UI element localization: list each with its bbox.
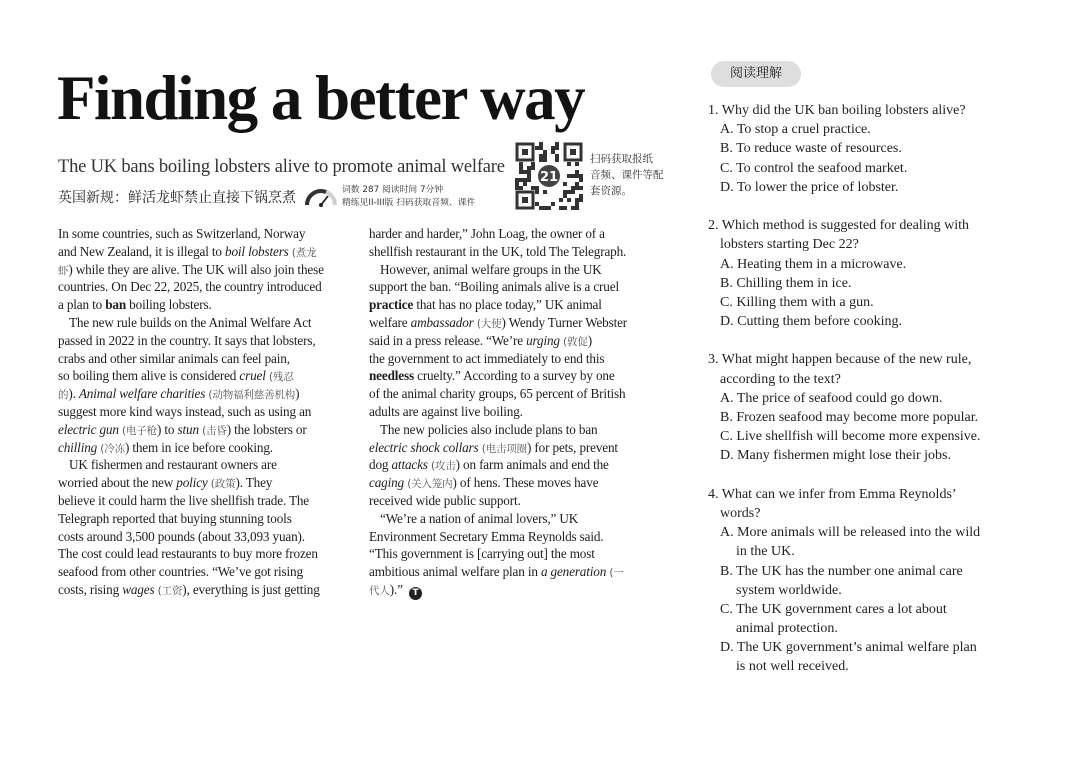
article-line [58,350,324,368]
answer-option[interactable] [708,600,981,638]
qr-module [579,186,583,190]
glossed-term: attacks [391,457,428,473]
article-line [369,421,627,439]
qr-module [539,158,543,162]
qr-module [523,178,527,182]
question-2 [708,216,981,331]
answer-option[interactable] [708,446,981,465]
glossed-term: Animal welfare charities [78,386,206,402]
qr-module [571,174,575,178]
text-run: and New Zealand, it is illegal to [58,243,226,259]
text-run: suggest more kind ways instead, such as using an [58,403,312,419]
text-run: ambitious animal welfare plan in [369,564,541,580]
scan-hint-line: 音频、课件等配 [590,169,664,181]
qr-module [551,202,555,206]
text-run: UK fishermen and restaurant owners are [69,457,277,473]
glossed-term: cruel [239,368,266,384]
answer-option-text: is not well received. [736,659,849,675]
article-line [369,278,627,296]
question-stem: 4. What can we infer from Emma Reynolds’ [708,486,957,502]
answer-option[interactable] [708,312,981,331]
question-4 [708,485,981,677]
article-line [369,439,627,457]
qr-module [567,174,571,178]
text-run: boiling lobsters. [126,297,212,313]
chinese-gloss: (大使 [473,317,502,330]
article-line [369,261,627,279]
qr-logo-label: 21 [539,170,559,185]
article-line [369,243,627,261]
article-column-right [369,225,627,599]
text-run: shellfish restaurant in the UK, told The Telegraph. [369,243,627,259]
article-line [58,296,324,314]
chinese-gloss: 的 [58,389,69,402]
qr-module [575,182,579,186]
chinese-gloss: (一 [606,567,624,580]
meta-resources: 精练见II-III版 扫码获取音频、课件 [342,198,476,208]
text-run: welfare [369,314,411,330]
answer-option[interactable] [708,159,981,178]
article-line [58,439,324,457]
text-run: seafood from other countries. “We’ve got rising [58,564,303,580]
answer-option[interactable] [708,638,981,676]
text-run: the government to act immediately to end this [369,350,605,366]
question-stem: according to the text? [720,371,841,387]
article-column-left [58,225,324,599]
qr-module [519,166,523,170]
question-spacer [708,466,981,485]
answer-option-text: D. Many fishermen might lose their jobs. [720,448,951,464]
qr-module [527,170,531,174]
article-line [58,581,324,599]
qr-module [571,190,575,194]
qr-module [555,158,559,162]
chinese-gloss: (政策 [207,478,236,491]
article-line [58,563,324,581]
chinese-gloss: (残忍 [265,371,294,384]
qr-module [523,170,527,174]
question-stem: 2. Which method is suggested for dealing with [708,218,970,234]
answer-option-text: B. Frozen seafood may become more popular. [720,410,979,425]
glossed-term: stun [177,421,199,437]
article-line [369,314,627,332]
qr-module [543,150,547,154]
glossed-term: policy [176,475,208,491]
text-run: The new rule builds on the Animal Welfare Act [69,314,312,330]
text-run: ).” [389,581,406,597]
qr-module [527,174,531,178]
qr-module [543,190,547,194]
qr-module [575,174,579,178]
answer-option-text: B. Chilling them in ice. [720,275,852,291]
answer-option-text: D. The UK government’s animal welfare plan [720,640,977,656]
question-list [708,101,981,677]
qr-module [535,190,539,194]
answer-option-text: animal protection. [736,621,838,637]
article-line [369,492,627,510]
glossed-term: electric shock collars [369,439,479,455]
qr-module [571,186,575,190]
qr-module [571,206,575,210]
glossed-term: boil lobsters [225,243,289,259]
article-line [58,474,324,492]
question-1 [708,101,981,197]
qr-module [547,206,551,210]
chinese-gloss: (电子枪 [118,424,158,437]
text-run: Telegraph reported that buying stunning tools [58,510,292,526]
answer-option-text: C. To control the seafood market. [720,160,908,176]
article-line [58,456,324,474]
article-line [58,403,324,421]
question-spacer [708,197,981,216]
article-line [369,474,627,492]
answer-option-text: D. To lower the price of lobster. [720,179,899,195]
article-line [58,243,324,261]
chinese-gloss: (煮龙 [288,246,317,259]
text-run: support the ban. “Boiling animals alive is a cruel [369,279,619,295]
question-stem: lobsters starting Dec 22? [720,237,859,253]
answer-option[interactable] [708,255,981,274]
qr-module [579,174,583,178]
text-run: “We’re a nation of animal lovers,” UK [380,510,579,526]
article-line [58,545,324,563]
answer-option[interactable] [708,408,981,427]
qr-module [567,190,571,194]
text-run: ) them in ice before cooking. [124,439,273,455]
qr-code[interactable] [515,142,583,210]
qr-module [555,154,559,158]
answer-option-text: C. Killing them with a gun. [720,294,874,310]
qr-module [535,186,539,190]
text-run: received wide public support. [369,492,521,508]
article-line [369,545,627,563]
qr-module [527,166,531,170]
qr-module [563,182,567,186]
qr-module [519,170,523,174]
text-run: cruelty.” According to a survey by one [413,368,615,384]
article-line [58,278,324,296]
end-mark-icon: T [409,587,422,600]
article-title: Finding a better way [57,63,585,133]
article-line [369,528,627,546]
answer-option-text: B. To reduce waste of resources. [720,141,902,157]
section-badge: 阅读理解 [711,61,801,87]
chinese-gloss: (电击项圈 [478,442,528,455]
text-run: ) on farm animals and end the [455,457,609,473]
text-run: The cost could lead restaurants to buy more frozen [58,546,318,562]
glossed-term: electric gun [58,421,119,437]
qr-module [519,186,523,190]
answer-option[interactable] [708,389,981,408]
qr-module [579,178,583,182]
qr-module [575,198,579,202]
answer-option-text: B. The UK has the number one animal care [720,563,963,579]
answer-option-text: A. More animals will be released into the wild [720,525,981,541]
article-line [369,225,627,243]
question-stem: 3. What might happen because of the new rule, [708,352,972,368]
qr-module [527,178,531,182]
text-run: ) of hens. These moves have [452,475,599,491]
text-run: worried about the new [58,475,177,491]
chinese-gloss: 虾 [58,264,69,277]
chinese-gloss: (冷冻 [97,442,125,455]
question-stem: 1. Why did the UK ban boiling lobsters alive? [708,103,966,118]
article-line [369,403,627,421]
qr-module [539,206,543,210]
text-run: costs around 3,500 pounds (about 33,093 yuan). [58,528,305,544]
article-line [369,296,627,314]
article-line [369,367,627,385]
qr-module [515,186,519,190]
question-stem: words? [720,505,761,521]
article-line [58,492,324,510]
article-line [58,314,324,332]
text-run: “This government is [carrying out] the most [369,546,595,562]
glossed-term: ambassador [410,314,474,330]
text-run: Environment Secretary Emma Reynolds said. [369,528,604,544]
qr-module [539,146,543,150]
text-run: ). [68,386,79,402]
answer-option-text: C. The UK government cares a lot about [720,601,947,617]
text-run: ), everything is just getting [182,581,320,597]
text-run: harder and harder,” John Loag, the owner of a [369,226,605,241]
keyword: needless [369,368,414,384]
glossed-term: chilling [58,439,98,455]
article-subtitle: The UK bans boiling lobsters alive to promote animal welfare [58,157,505,177]
glossed-term: a generation [540,564,607,580]
answer-option-text: D. Cutting them before cooking. [720,314,902,330]
article-line [369,332,627,350]
text-run: ) [295,386,300,402]
qr-module [515,182,519,186]
chinese-gloss: 代人 [369,584,390,597]
answer-option-text: A. Heating them in a microwave. [720,256,907,272]
qr-module [531,186,535,190]
text-run: ) the lobsters or [226,421,307,437]
text-run: believe it could harm the live shellfish trade. The [58,492,310,508]
qr-module [535,146,539,150]
qr-module [563,206,567,210]
question-spacer [708,331,981,350]
glossed-term: wages [122,581,155,597]
qr-module [559,206,563,210]
qr-module [543,158,547,162]
text-run: costs, rising [58,581,123,597]
difficulty-gauge-icon [304,186,338,208]
article-line [369,385,627,403]
text-run: ) to [157,421,178,437]
chinese-gloss: (动物福利慈善机构 [205,389,296,402]
text-run: adults are against live boiling. [369,403,523,419]
article-line [58,510,324,528]
scan-hint-line: 扫码获取报纸 [590,153,653,165]
qr-code-icon [515,142,583,210]
glossed-term: urging [526,332,560,348]
qr-module [579,198,583,202]
article-line [58,421,324,439]
qr-module [539,142,543,146]
text-run: so boiling them alive is considered [58,368,240,384]
article-line [369,510,627,528]
meta-word-count: 词数 287 阅读时间 7分钟 [342,185,444,195]
text-run: countries. On Dec 22, 2025, the country introduced [58,279,322,295]
text-run: dog [369,457,392,473]
answer-option[interactable] [708,120,981,139]
article-line [58,385,324,403]
chinese-gloss: (工资 [154,584,183,597]
qr-module [523,182,527,186]
answer-option[interactable] [708,293,981,312]
qr-module [555,142,559,146]
qr-module [543,154,547,158]
answer-option[interactable] [708,523,981,561]
article-line [369,456,627,474]
qr-module [575,206,579,210]
text-run: a plan to [58,297,106,313]
chinese-gloss: (敦促 [559,335,588,348]
chinese-title: 英国新规：鲜活龙虾禁止直接下锅烹煮 [58,190,296,206]
answer-option-text: system worldwide. [736,582,842,598]
qr-module [559,198,563,202]
qr-module [531,166,535,170]
question-3 [708,350,981,465]
qr-module [535,202,539,206]
answer-option[interactable] [708,178,981,197]
scan-hint-line: 套资源。 [590,185,632,197]
article-line [58,332,324,350]
qr-module [519,178,523,182]
qr-module [563,190,567,194]
qr-module [555,146,559,150]
qr-module [563,194,567,198]
text-run: of the animal charity groups, 65 percent of British [369,386,626,402]
text-run: said in a press release. “We’re [369,332,527,348]
answer-option-text: A. To stop a cruel practice. [720,122,871,138]
answer-option-text: A. The price of seafood could go down. [720,390,943,406]
article-line [369,581,627,599]
qr-module [551,150,555,154]
qr-module [519,162,523,166]
chinese-gloss: (击昏 [198,424,227,437]
text-run: However, animal welfare groups in the UK [380,261,602,277]
text-run: passed in 2022 in the country. It says that lobsters, [58,332,316,348]
text-run: that has no place today,” UK animal [413,297,602,313]
answer-option[interactable] [708,427,981,446]
qr-module [567,198,571,202]
qr-module [551,146,555,150]
qr-module [531,162,535,166]
article-line [58,261,324,279]
qr-module [575,202,579,206]
chinese-gloss: (攻击 [427,460,456,473]
keyword: ban [105,297,127,313]
reading-meta [342,184,475,210]
qr-module [515,178,519,182]
qr-module [579,194,583,198]
article-line [369,350,627,368]
answer-option[interactable] [708,139,981,158]
scan-hint [590,151,664,199]
answer-option[interactable] [708,274,981,293]
article-line [58,225,324,243]
answer-option[interactable] [708,562,981,600]
text-run: ). They [235,475,273,491]
glossed-term: caging [369,475,404,491]
keyword: practice [369,297,414,313]
qr-module [575,162,579,166]
qr-module [539,154,543,158]
text-run: The new policies also include plans to ban [380,421,598,437]
qr-module [543,206,547,210]
qr-module [575,186,579,190]
text-run: crabs and other similar animals can feel pain, [58,350,290,366]
chinese-gloss: (关入笼内 [404,478,453,491]
article-line [369,563,627,581]
article-line [58,528,324,546]
text-run: ) while they are alive. The UK will also join these [68,261,324,277]
text-run: ) for pets, prevent [527,439,618,455]
qr-module [575,170,579,174]
text-run: ) [587,332,592,348]
answer-option-text: C. Live shellfish will become more expensive. [720,429,981,445]
text-run: In some countries, such as Switzerland, Norway [58,226,306,241]
text-run: ) Wendy Turner Webster [501,314,628,330]
answer-option-text: in the UK. [736,544,795,560]
qr-module [567,162,571,166]
article-line [58,367,324,385]
